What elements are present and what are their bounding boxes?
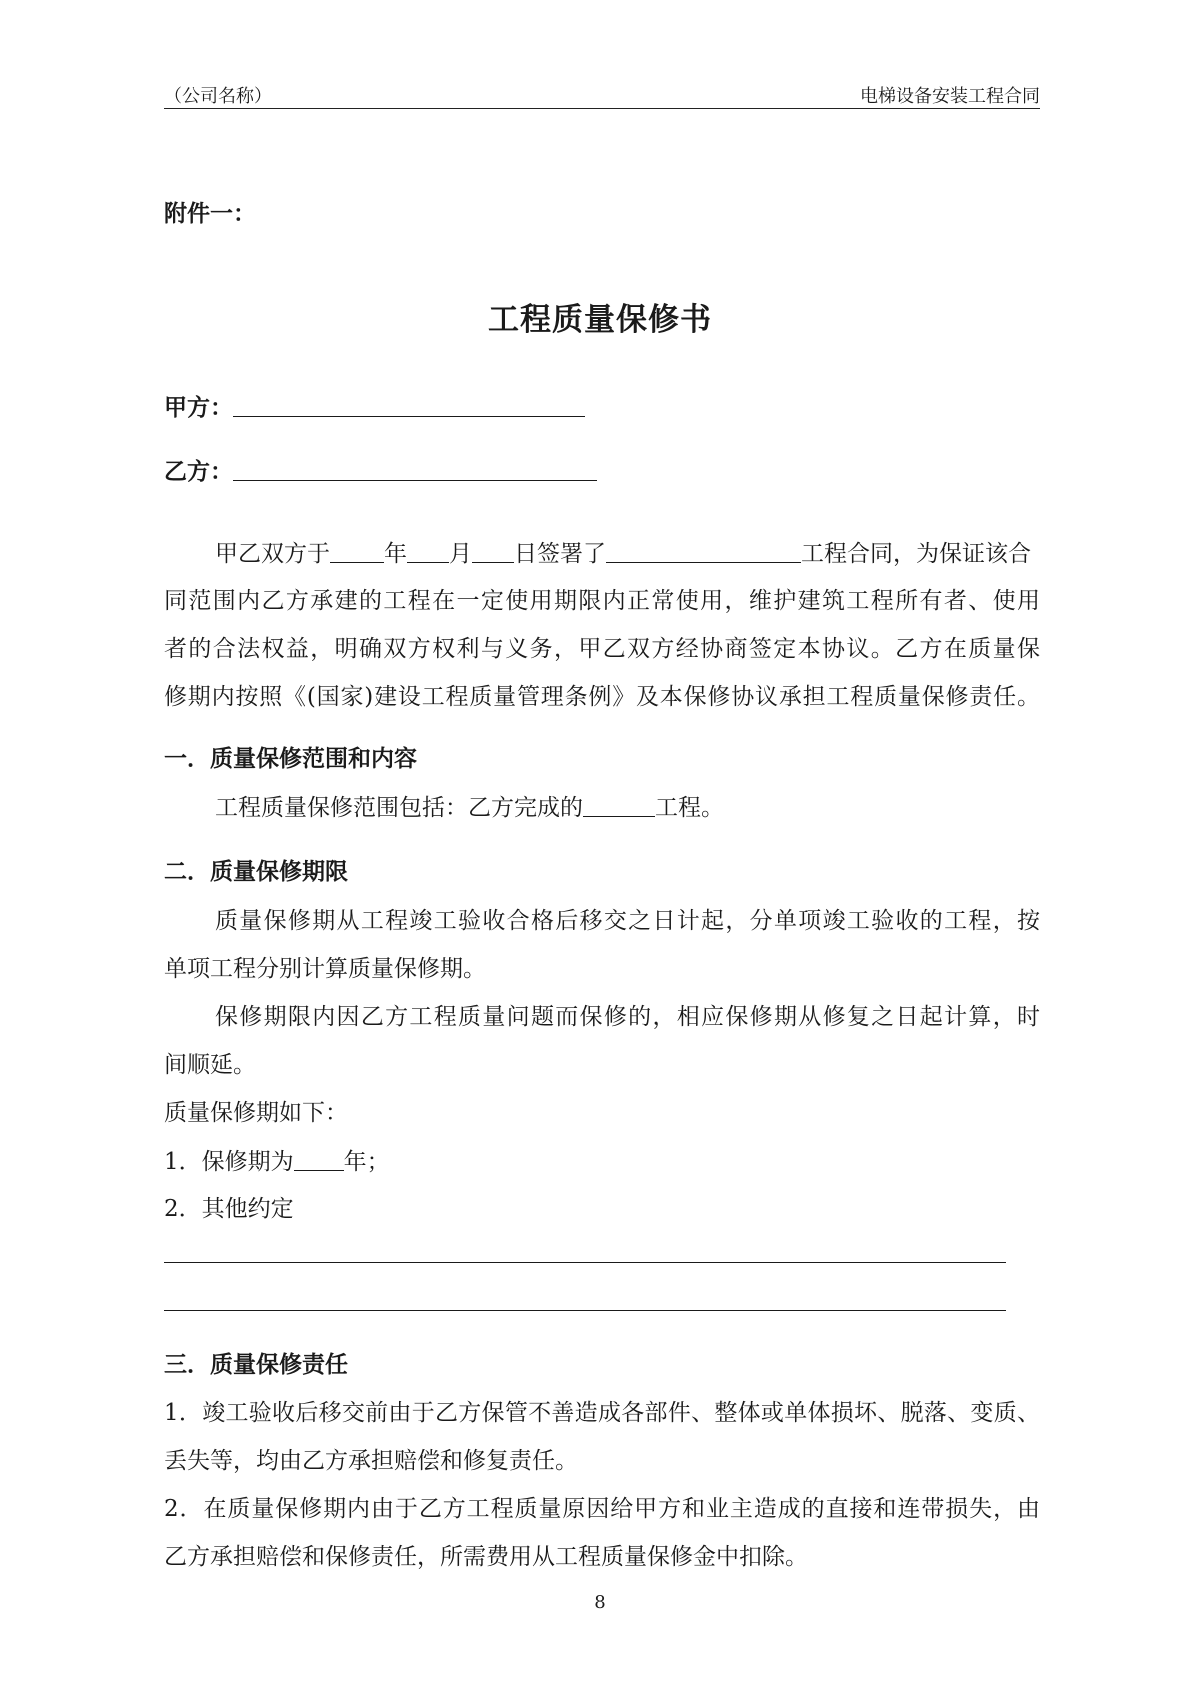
document-title: 工程质量保修书 <box>488 302 712 338</box>
period-item-1-text-b: 年； <box>343 1149 390 1175</box>
sign-day-blank[interactable] <box>472 540 514 563</box>
section1-heading: 一．质量保修范围和内容 <box>164 745 417 772</box>
warranty-years-blank[interactable] <box>294 1148 344 1171</box>
section3-item2-line1: 2．在质量保修期内由于乙方工程质量原因给甲方和业主造成的直接和连带损失，由 <box>164 1496 1040 1522</box>
scope-project-blank[interactable] <box>583 794 655 817</box>
intro-line-1 <box>215 538 1040 569</box>
sign-month-blank[interactable] <box>407 540 449 563</box>
other-terms-blank-1[interactable] <box>164 1262 1006 1263</box>
header-rule <box>164 108 1040 109</box>
section2-p2-line1: 保修期限内因乙方工程质量问题而保修的，相应保修期从修复之日起计算，时 <box>215 1004 1040 1030</box>
header-contract-title: 电梯设备安装工程合同 <box>860 86 1040 107</box>
attachment-label: 附件一： <box>164 200 256 227</box>
section3-item1-line2: 丢失等，均由乙方承担赔偿和修复责任。 <box>164 1448 578 1474</box>
party-a-label: 甲方： <box>164 394 233 421</box>
section3-item2-line2: 乙方承担赔偿和保修责任，所需费用从工程质量保修金中扣除。 <box>164 1544 808 1570</box>
section3-heading: 三．质量保修责任 <box>164 1351 348 1378</box>
sign-year-blank[interactable] <box>330 540 384 563</box>
party-b-row <box>164 456 597 487</box>
party-b-label: 乙方： <box>164 458 233 485</box>
period-item-2: 2．其他约定 <box>164 1196 294 1222</box>
intro-text-month: 月 <box>449 541 472 567</box>
intro-line-4: 修期内按照《(国家)建设工程质量管理条例》及本保修协议承担工程质量保修责任。 <box>164 684 1040 710</box>
party-b-blank[interactable] <box>233 458 597 481</box>
intro-text-year: 年 <box>384 541 407 567</box>
period-item-1-text-a: 1．保修期为 <box>164 1149 294 1175</box>
period-intro: 质量保修期如下： <box>164 1100 348 1126</box>
other-terms-blank-2[interactable] <box>164 1310 1006 1311</box>
page-number: 8 <box>594 1592 606 1613</box>
section1-text-a: 工程质量保修范围包括：乙方完成的 <box>215 795 583 821</box>
intro-text-e: 工程合同，为保证该合 <box>801 541 1031 567</box>
page-header <box>164 86 1040 108</box>
party-a-row <box>164 392 585 423</box>
section2-p1-line1: 质量保修期从工程竣工验收合格后移交之日计起，分单项竣工验收的工程，按 <box>215 908 1040 934</box>
intro-text-signed: 日签署了 <box>514 541 606 567</box>
section1-text <box>215 792 724 823</box>
party-a-blank[interactable] <box>233 394 585 417</box>
intro-line-3: 者的合法权益，明确双方权利与义务，甲乙双方经协商签定本协议。乙方在质量保 <box>164 636 1040 662</box>
section2-heading: 二．质量保修期限 <box>164 858 348 885</box>
section2-p2-line2: 间顺延。 <box>164 1052 256 1078</box>
project-name-blank[interactable] <box>606 540 801 563</box>
section2-p1-line2: 单项工程分别计算质量保修期。 <box>164 956 486 982</box>
section3-item1-line1: 1．竣工验收后移交前由于乙方保管不善造成各部件、整体或单体损坏、脱落、变质、 <box>164 1400 1040 1426</box>
intro-line-2: 同范围内乙方承建的工程在一定使用期限内正常使用，维护建筑工程所有者、使用 <box>164 588 1040 614</box>
intro-text-a: 甲乙双方于 <box>215 541 330 567</box>
header-company: （公司名称） <box>164 86 272 107</box>
section1-text-b: 工程。 <box>655 795 724 821</box>
period-item-1 <box>164 1146 390 1177</box>
